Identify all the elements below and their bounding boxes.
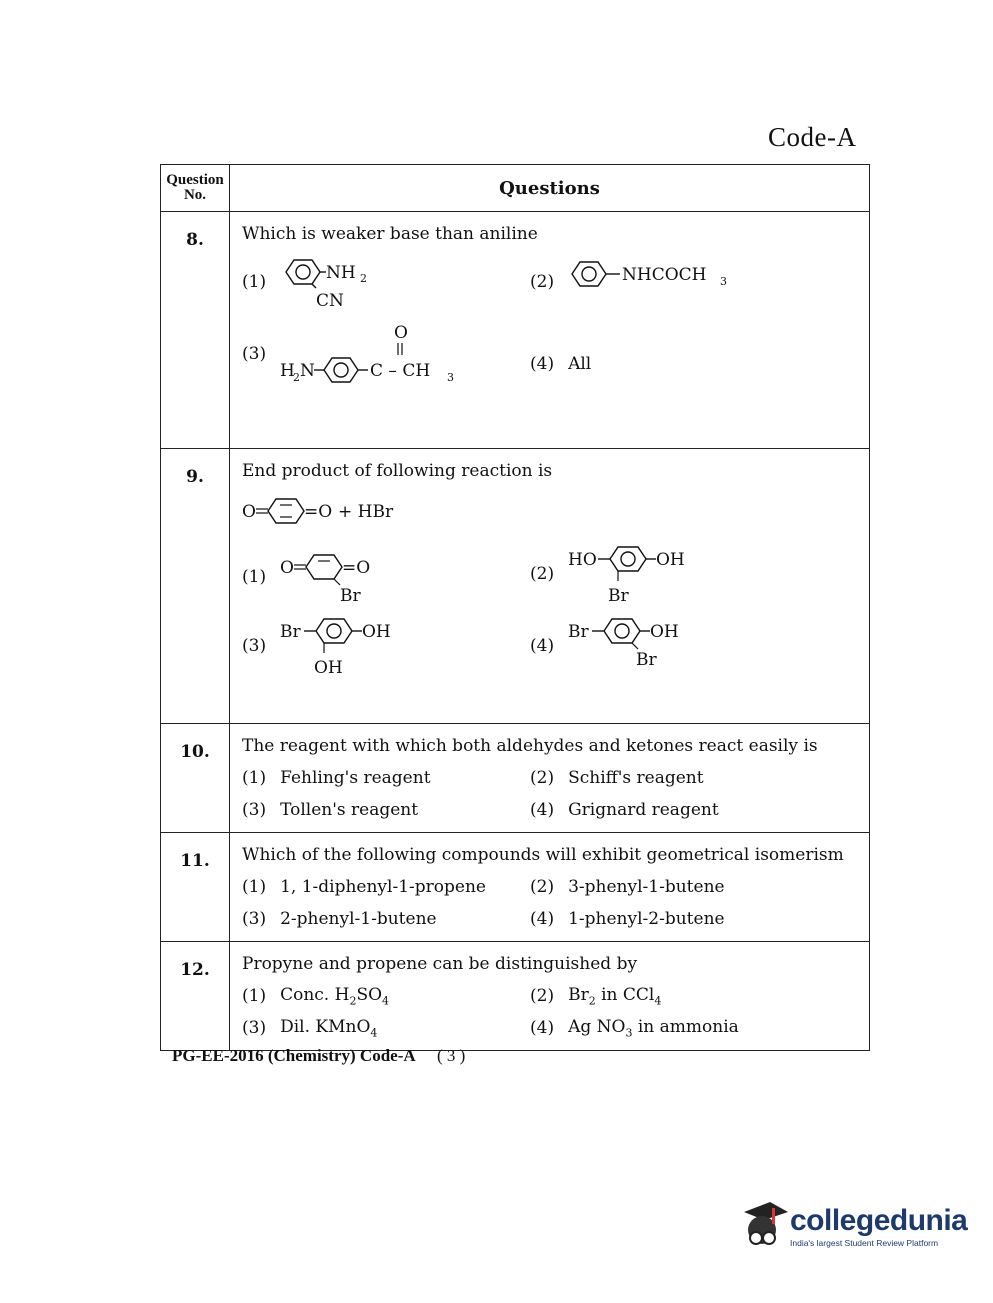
option-1: (1) Fehling's reagent bbox=[242, 768, 431, 788]
svg-text:+ HBr: + HBr bbox=[338, 502, 394, 522]
svg-text:N: N bbox=[300, 361, 315, 381]
option-3: (3) Br OH OH bbox=[242, 615, 530, 677]
table-header-row bbox=[161, 165, 870, 212]
svg-text:=O: =O bbox=[342, 558, 371, 578]
question-row-11 bbox=[161, 833, 870, 942]
option-2: (2) $Br_2$ in CCl$_4$ bbox=[530, 984, 662, 1008]
collegedunia-logo bbox=[736, 1198, 967, 1254]
option-4: (4) 1-phenyl-2-butene bbox=[530, 909, 725, 929]
svg-text:Br: Br bbox=[340, 586, 361, 605]
svg-text:O: O bbox=[280, 558, 295, 578]
dibromophenol-structure bbox=[568, 615, 728, 677]
question-stem: Which of the following compounds will exhibit geometrical isomerism bbox=[242, 845, 844, 865]
svg-text:3: 3 bbox=[447, 371, 455, 384]
column-header-questions: Questions bbox=[230, 165, 870, 212]
svg-text:H: H bbox=[280, 361, 295, 381]
option-1: (1) NH 2 CN bbox=[242, 252, 530, 312]
questions-table bbox=[160, 164, 870, 1051]
option-3: (3) H 2 N O C – CH 3 bbox=[242, 322, 530, 386]
option-4: (4) Ag $NO_3$ in ammonia bbox=[530, 1016, 739, 1040]
option-3: (3) Dil. KMnO$_4$ bbox=[242, 1016, 378, 1040]
option-4: (4) Br OH Br bbox=[530, 615, 857, 677]
option-3: (3) Tollen's reagent bbox=[242, 800, 419, 820]
option-4: (4) Grignard reagent bbox=[530, 800, 719, 820]
question-number: 9. bbox=[161, 449, 230, 724]
option-1: (1) Conc. $H_2SO_4$ bbox=[242, 984, 390, 1008]
question-stem: Propyne and propene can be distinguished by bbox=[242, 954, 638, 974]
option-2: (2) Schiff's reagent bbox=[530, 768, 704, 788]
svg-text:Br: Br bbox=[568, 622, 589, 642]
question-stem: Which is weaker base than aniline bbox=[242, 224, 538, 244]
svg-text:=O: =O bbox=[304, 502, 333, 522]
bromoquinone-structure bbox=[280, 549, 420, 605]
option-2: (2) NHCOCH 3 bbox=[530, 252, 857, 312]
option-1: (1) O =O Br bbox=[242, 549, 530, 605]
aminoacetophenone-structure bbox=[280, 322, 480, 386]
option-3: (3) 2-phenyl-1-butene bbox=[242, 909, 437, 929]
svg-text:OH: OH bbox=[650, 622, 679, 642]
question-row-9 bbox=[161, 449, 870, 724]
svg-text:3: 3 bbox=[720, 275, 728, 288]
question-number: 12. bbox=[161, 942, 230, 1051]
bromohydroquinone-structure bbox=[568, 543, 728, 605]
question-row-10 bbox=[161, 724, 870, 833]
page-number: ( 3 ) bbox=[436, 1046, 466, 1065]
column-header-question-no: Question No. bbox=[161, 165, 230, 212]
svg-text:OH: OH bbox=[314, 658, 343, 677]
question-number: 11. bbox=[161, 833, 230, 942]
svg-text:OH: OH bbox=[362, 622, 391, 642]
option-4: (4) All bbox=[530, 354, 592, 374]
question-row-12 bbox=[161, 942, 870, 1051]
question-stem: The reagent with which both aldehydes and ketones react easily is bbox=[242, 736, 818, 756]
question-row-8 bbox=[161, 212, 870, 449]
page-footer bbox=[172, 1046, 465, 1066]
svg-text:O: O bbox=[242, 502, 256, 522]
svg-text:HO: HO bbox=[568, 550, 597, 570]
bromoresorcinol-structure bbox=[280, 615, 440, 677]
svg-text:NH: NH bbox=[326, 263, 356, 283]
svg-text:2: 2 bbox=[293, 371, 301, 384]
svg-text:Br: Br bbox=[280, 622, 301, 642]
aminobenzonitrile-structure bbox=[280, 252, 430, 312]
option-1: (1) 1, 1-diphenyl-1-propene bbox=[242, 877, 486, 897]
paper-code: Code-A bbox=[768, 122, 857, 152]
svg-text:OH: OH bbox=[656, 550, 685, 570]
brand-tagline: India's largest Student Review Platform bbox=[790, 1238, 939, 1248]
svg-text:O: O bbox=[394, 323, 409, 343]
option-2: (2) HO OH Br bbox=[530, 543, 857, 605]
svg-text:Br: Br bbox=[636, 650, 657, 670]
brand-name: collegedunia bbox=[790, 1204, 968, 1237]
svg-text:2: 2 bbox=[360, 272, 368, 285]
question-number: 8. bbox=[161, 212, 230, 449]
svg-text:Br: Br bbox=[608, 586, 629, 605]
question-number: 10. bbox=[161, 724, 230, 833]
benzoquinone-reaction bbox=[242, 489, 442, 529]
question-stem: End product of following reaction is bbox=[242, 461, 553, 481]
option-2: (2) 3-phenyl-1-butene bbox=[530, 877, 725, 897]
svg-text:NHCOCH: NHCOCH bbox=[622, 265, 707, 285]
svg-text:CN: CN bbox=[316, 291, 344, 311]
footer-title: PG-EE-2016 (Chemistry) Code-A bbox=[172, 1046, 415, 1065]
svg-text:C – CH: C – CH bbox=[370, 361, 431, 381]
acetanilide-structure bbox=[568, 252, 768, 312]
mascot-icon bbox=[736, 1198, 790, 1254]
